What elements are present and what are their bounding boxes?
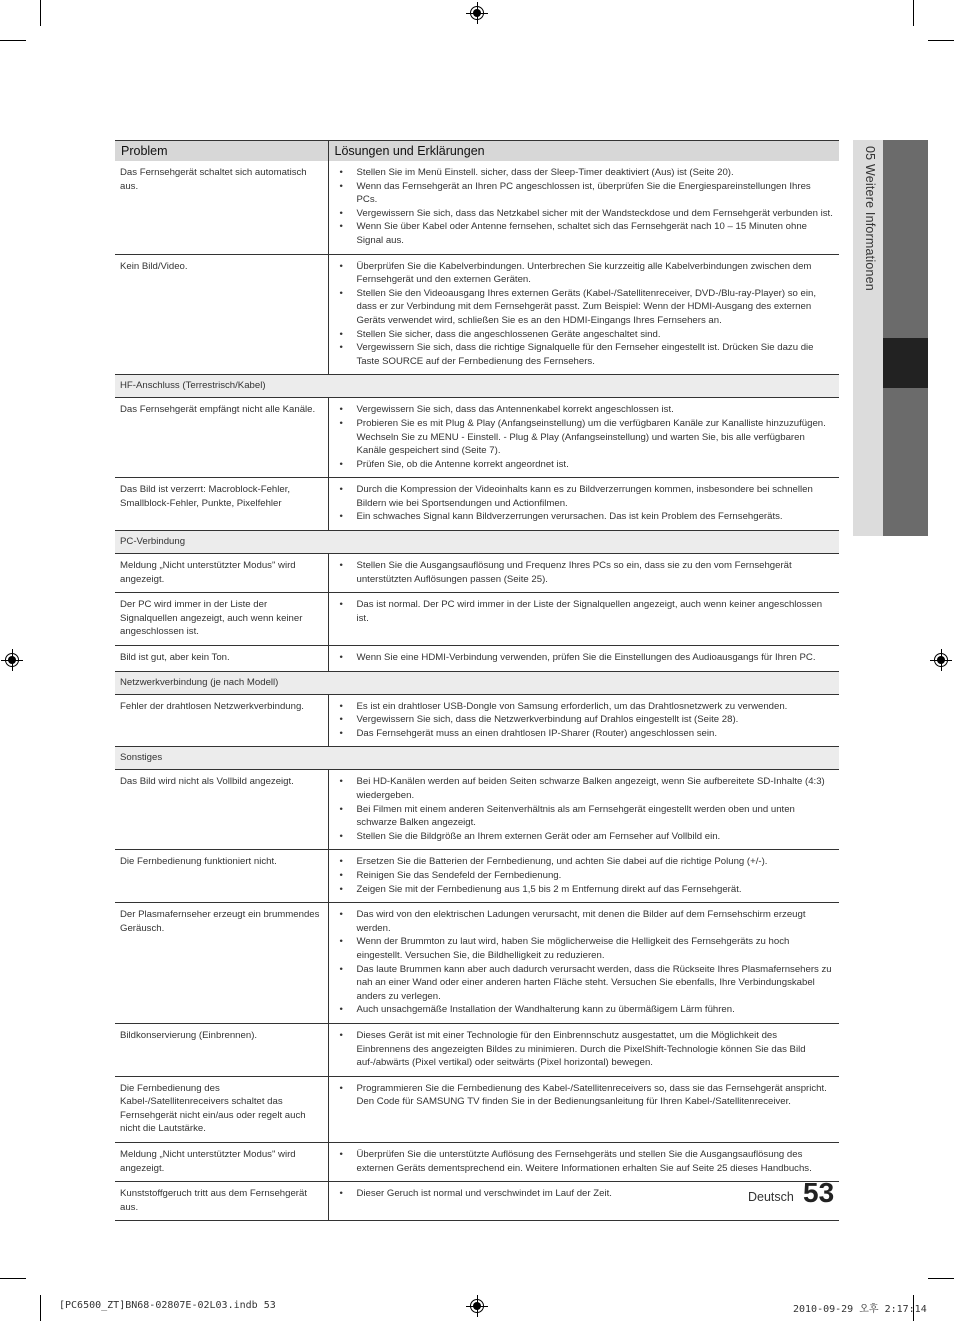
solution-item: • Programmieren Sie die Fernbedienung des Kabel-/Satellitenreceivers so, dass sie das Fernsehgerät anspricht. Den Code für SAMSUNG TV finden Sie in der Bedienungsanleitung für Ihren Kabel-/Satellitenreceiver. (339, 1082, 834, 1109)
solution-item: • Es ist ein drahtloser USB-Dongle von Samsung erforderlich, um das Drahtlosnetzwerk zu verwenden. (339, 700, 834, 714)
table-row (115, 1076, 839, 1142)
solution-list (339, 1029, 834, 1070)
crop-mark (40, 1295, 41, 1321)
problem-cell: Fehler der drahtlosen Netzwerkverbindung. (115, 694, 328, 747)
solution-item: • Bei Filmen mit einem anderen Seitenverhältnis als am Fernsehgerät eingestellt werden oben und unten schwarze Balken angezeigt. (339, 803, 834, 830)
header-problem: Problem (115, 141, 328, 162)
table-row (115, 161, 839, 254)
solution-list (339, 775, 834, 843)
solution-item: • Prüfen Sie, ob die Antenne korrekt angeordnet ist. (339, 458, 834, 472)
solution-list (339, 1082, 834, 1109)
problem-cell: Bildkonservierung (Einbrennen). (115, 1023, 328, 1076)
problem-cell: Bild ist gut, aber kein Ton. (115, 646, 328, 672)
solution-item: • Dieses Gerät ist mit einer Technologie für den Einbrennschutz ausgestattet, um die Möglichkeit des Einbrennens des angezeigten Bildes zu minimieren. Durch die PixelShift-Technologie können Sie das Bild auf-/abwärts (Pixel vertikal) oder seitwärts (Pixel horizontal) bewegen. (339, 1029, 834, 1070)
table-row (115, 593, 839, 646)
solution-list (339, 598, 834, 625)
solution-item: • Das Fernsehgerät muss an einen drahtlosen IP-Sharer (Router) angeschlossen sein. (339, 727, 834, 741)
chapter-tab-marker (883, 338, 928, 388)
section-row (115, 375, 839, 398)
solution-cell (328, 694, 839, 747)
solution-item: • Wenn Sie über Kabel oder Antenne fernsehen, schaltet sich das Fernsehgerät nach 10 – 15 Minuten ohne Signal aus. (339, 220, 834, 247)
solution-cell (328, 1023, 839, 1076)
solution-list (339, 855, 834, 896)
table-row (115, 1182, 839, 1221)
section-label: Sonstiges (115, 747, 839, 770)
solution-item: • Stellen Sie die Ausgangsauflösung und Frequenz Ihres PCs so ein, dass sie zu den vom Fernsehgerät unterstützten Auflösungen passen (Seite 25). (339, 559, 834, 586)
solution-item: • Stellen Sie im Menü Einstell. sicher, dass der Sleep-Timer deaktiviert (Aus) ist (Seite 20). (339, 166, 834, 180)
registration-mark-icon (469, 1298, 485, 1314)
registration-mark-icon (933, 652, 949, 668)
table-row (115, 694, 839, 747)
section-row (115, 531, 839, 554)
solution-item: • Wenn der Brummton zu laut wird, haben Sie möglicherweise die Helligkeit des Fernsehgeräts zu hoch eingestellt. Versuchen Sie, die Bildhelligkeit zu reduzieren. (339, 935, 834, 962)
solution-cell (328, 593, 839, 646)
solution-item: • Das wird von den elektrischen Ladungen verursacht, mit denen die Bilder auf dem Fernsehschirm erzeugt werden. (339, 908, 834, 935)
table-row (115, 478, 839, 531)
solution-cell (328, 554, 839, 593)
solution-list (339, 651, 834, 665)
footer-file-info: [PC6500_ZT]BN68-02807E-02L03.indb 53 (59, 1300, 276, 1311)
solution-cell (328, 478, 839, 531)
registration-mark-icon (469, 5, 485, 21)
table-row (115, 398, 839, 478)
problem-cell: Kein Bild/Video. (115, 254, 328, 375)
problem-cell: Das Bild wird nicht als Vollbild angezeigt. (115, 770, 328, 850)
problem-cell: Das Bild ist verzerrt: Macroblock-Fehler, Smallblock-Fehler, Punkte, Pixelfehler (115, 478, 328, 531)
crop-mark (0, 1278, 26, 1279)
solution-list (339, 1148, 834, 1175)
table-row (115, 850, 839, 903)
crop-mark (928, 1278, 954, 1279)
solution-list (339, 700, 834, 741)
problem-cell: Der Plasmafernseher erzeugt ein brummendes Geräusch. (115, 903, 328, 1024)
crop-mark (928, 40, 954, 41)
solution-item: • Ersetzen Sie die Batterien der Fernbedienung, und achten Sie dabei auf die richtige Polung (+/-). (339, 855, 834, 869)
solution-cell (328, 903, 839, 1024)
table-row (115, 770, 839, 850)
solution-item: • Dieser Geruch ist normal und verschwindet im Lauf der Zeit. (339, 1187, 834, 1201)
solution-item: • Probieren Sie es mit Plug & Play (Anfangseinstellung) um die verfügbaren Kanäle zur Kanalliste hinzuzufügen. Wechseln Sie zu MENU - Einstell. - Plug & Play (Anfangseinstellung) und warten Sie, bis alle verfügbaren Kanäle gespeichert sind (Seite 7). (339, 417, 834, 458)
solution-item: • Überprüfen Sie die Kabelverbindungen. Unterbrechen Sie kurzzeitig alle Kabelverbindungen zwischen dem Fernsehgerät und den externen Geräten. (339, 260, 834, 287)
registration-mark-icon (4, 652, 20, 668)
section-label: HF-Anschluss (Terrestrisch/Kabel) (115, 375, 839, 398)
solution-item: • Wenn das Fernsehgerät an Ihren PC angeschlossen ist, überprüfen Sie die Energiespareinstellungen Ihres PCs. (339, 180, 834, 207)
solution-cell (328, 161, 839, 254)
table-row (115, 1023, 839, 1076)
solution-item: • Ein schwaches Signal kann Bildverzerrungen verursachen. Das ist kein Problem des Fernsehgeräts. (339, 510, 834, 524)
crop-mark (0, 40, 26, 41)
problem-cell: Meldung „Nicht unterstützter Modus" wird angezeigt. (115, 554, 328, 593)
solution-item: • Bei HD-Kanälen werden auf beiden Seiten schwarze Balken angezeigt, wenn Sie aufbereitete SD-Inhalte (4:3) wiedergeben. (339, 775, 834, 802)
table-row (115, 254, 839, 375)
solution-item: • Vergewissern Sie sich, dass das Netzkabel sicher mit der Wandsteckdose und dem Fernsehgerät verbunden ist. (339, 207, 834, 221)
chapter-label: 05 Weitere Informationen (863, 146, 877, 291)
problem-cell: Der PC wird immer in der Liste der Signalquellen angezeigt, auch wenn keiner angeschlossen ist. (115, 593, 328, 646)
solution-item: • Vergewissern Sie sich, dass das Antennenkabel korrekt angeschlossen ist. (339, 403, 834, 417)
footer-date: 2010-09-29 오후 2:17:14 (793, 1304, 927, 1315)
table-body (115, 161, 839, 1221)
solution-item: • Reinigen Sie das Sendefeld der Fernbedienung. (339, 869, 834, 883)
section-label: Netzwerkverbindung (je nach Modell) (115, 671, 839, 694)
crop-mark (913, 0, 914, 26)
table-row (115, 903, 839, 1024)
solution-item: • Überprüfen Sie die unterstützte Auflösung des Fernsehgeräts und stellen Sie die Ausgangsauflösung des externen Geräts dementsprechend ein. Weitere Informationen erhalten Sie auf Seite 25 dieses Handbuchs. (339, 1148, 834, 1175)
chapter-tab-shade (883, 388, 928, 536)
page-number: 53 (803, 1177, 835, 1208)
solution-cell (328, 254, 839, 375)
solution-cell (328, 1143, 839, 1182)
solution-cell (328, 850, 839, 903)
problem-cell: Die Fernbedienung des Kabel-/Satellitenreceivers schaltet das Fernsehgerät nicht ein/aus oder regelt auch nicht die Lautstärke. (115, 1076, 328, 1142)
solution-list (339, 483, 834, 524)
solution-cell (328, 646, 839, 672)
section-row (115, 747, 839, 770)
solution-item: • Wenn Sie eine HDMI-Verbindung verwenden, prüfen Sie die Einstellungen des Audioausgangs für Ihren PC. (339, 651, 834, 665)
table-row (115, 1143, 839, 1182)
crop-mark (40, 0, 41, 26)
page-language: Deutsch (748, 1190, 794, 1204)
table-row (115, 646, 839, 672)
problem-cell: Meldung „Nicht unterstützter Modus" wird angezeigt. (115, 1143, 328, 1182)
solution-cell (328, 770, 839, 850)
problem-cell: Kunststoffgeruch tritt aus dem Fernsehgerät aus. (115, 1182, 328, 1221)
solution-list (339, 166, 834, 248)
solution-list (339, 908, 834, 1017)
chapter-tab-shade (883, 140, 928, 338)
solution-list (339, 260, 834, 369)
solution-item: • Durch die Kompression der Videoinhalts kann es zu Bildverzerrungen kommen, insbesondere bei schnellen Bildern wie bei Sportsendungen und Actionfilmen. (339, 483, 834, 510)
section-row (115, 671, 839, 694)
solution-cell (328, 1076, 839, 1142)
solution-item: • Stellen Sie die Bildgröße an Ihrem externen Gerät oder am Fernseher auf Vollbild ein. (339, 830, 834, 844)
table-header-row (115, 141, 839, 162)
solution-item: • Zeigen Sie mit der Fernbedienung aus 1,5 bis 2 m Entfernung direkt auf das Fernsehgerät. (339, 883, 834, 897)
table-row (115, 554, 839, 593)
troubleshooting-table (115, 140, 839, 1221)
solution-item: • Auch unsachgemäße Installation der Wandhalterung kann zu übermäßigem Lärm führen. (339, 1003, 834, 1017)
solution-item: • Vergewissern Sie sich, dass die richtige Signalquelle für den Fernseher eingestellt ist. Drücken Sie dazu die Taste SOURCE auf der Fernbedienung des Fernsehers. (339, 341, 834, 368)
solution-item: • Stellen Sie den Videoausgang Ihres externen Geräts (Kabel-/Satellitenreceiver, DVD-/Blu-ray-Player) so ein, dass er zur Verbindung mit dem Fernsehgerät passt. Zum Beispiel: Wenn der HDMI-Ausgang des externen Geräts verwendet wird, schließen Sie es an den HDMI-Eingangs Ihres Fernsehers an. (339, 287, 834, 328)
solution-item: • Das ist normal. Der PC wird immer in der Liste der Signalquellen angezeigt, auch wenn keiner angeschlossen ist. (339, 598, 834, 625)
solution-item: • Stellen Sie sicher, dass die angeschlossenen Geräte angeschaltet sind. (339, 328, 834, 342)
solution-item: • Vergewissern Sie sich, dass die Netzwerkverbindung auf Drahlos eingestellt ist (Seite 28). (339, 713, 834, 727)
solution-cell (328, 398, 839, 478)
section-label: PC-Verbindung (115, 531, 839, 554)
solution-list (339, 559, 834, 586)
solution-list (339, 403, 834, 471)
problem-cell: Das Fernsehgerät empfängt nicht alle Kanäle. (115, 398, 328, 478)
header-solution: Lösungen und Erklärungen (328, 141, 839, 162)
solution-item: • Das laute Brummen kann aber auch dadurch verursacht werden, dass die Rückseite Ihres Plasmafernsehers zu nah an einer Wand oder einer anderen harten Fläche steht. Versuchen Sie ebenfalls, Ihre Verbindungskabel anders zu verlegen. (339, 963, 834, 1004)
problem-cell: Die Fernbedienung funktioniert nicht. (115, 850, 328, 903)
problem-cell: Das Fernsehgerät schaltet sich automatisch aus. (115, 161, 328, 254)
